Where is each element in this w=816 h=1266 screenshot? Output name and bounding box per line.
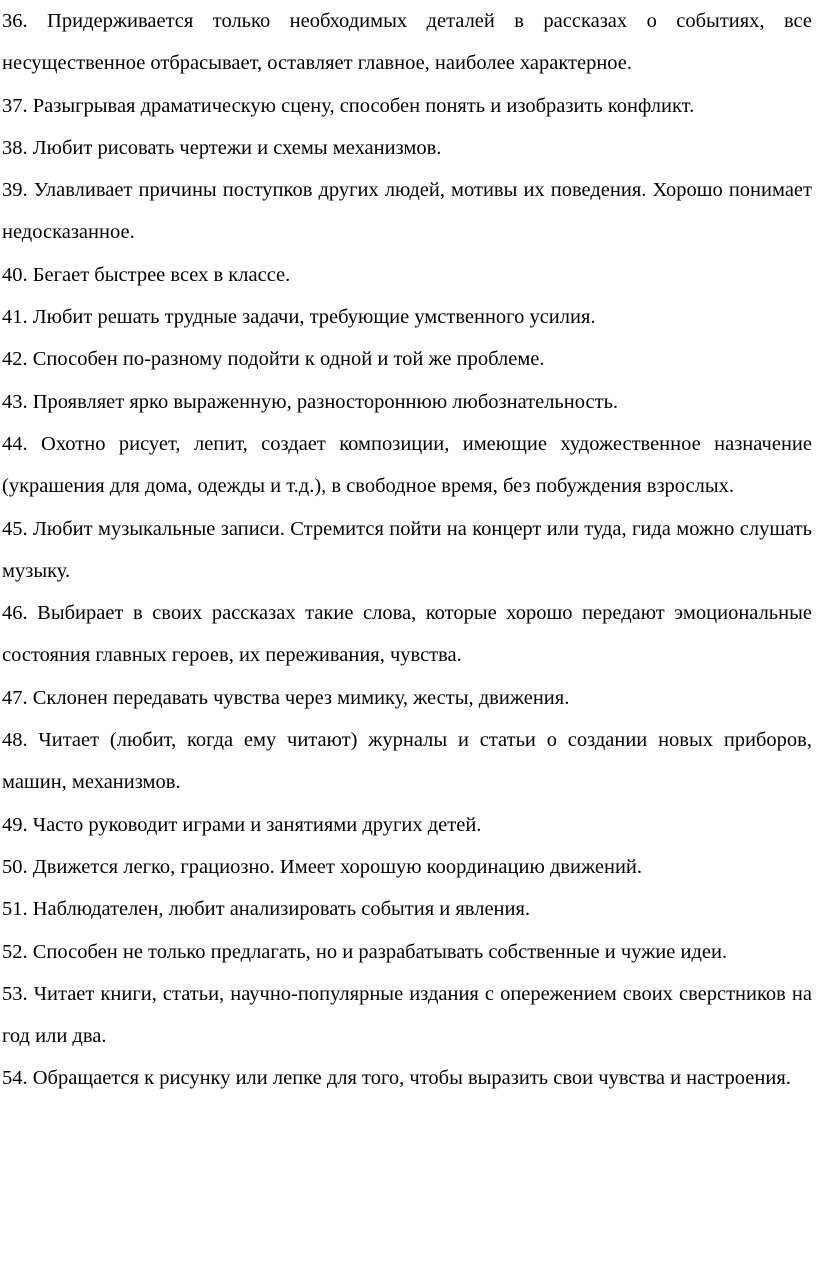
list-item-49: 49. Часто руководит играми и занятиями других детей.: [2, 813, 482, 836]
list-item-41: 41. Любит решать трудные задачи, требующие умственного усилия.: [2, 306, 596, 329]
list-item-47: 47. Склонен передавать чувства через мимику, жесты, движения.: [2, 686, 570, 709]
list-item-44: 44. Охотно рисует, лепит, создает композиции, имеющие художественное назначение (украшения для дома, одежды и т.д.), в свободное время, без побуждения взрослых.: [2, 432, 812, 498]
list-item-36: 36. Придерживается только необходимых деталей в рассказах о событиях, все несущественное отбрасывает, оставляет главное, наиболее характерное.: [2, 10, 812, 75]
list-item-40: 40. Бегает быстрее всех в классе.: [2, 263, 291, 286]
list-item-51: 51. Наблюдателен, любит анализировать события и явления.: [2, 898, 531, 921]
list-item-42: 42. Способен по-разному подойти к одной и той же проблеме.: [2, 348, 545, 371]
list-item-53: 53. Читает книги, статьи, научно-популярные издания с опережением своих сверстников на год или два.: [2, 982, 812, 1048]
list-item-52: 52. Способен не только предлагать, но и разрабатывать собственные и чужие идеи.: [2, 940, 728, 963]
list-item-50: 50. Движется легко, грациозно. Имеет хорошую координацию движений.: [2, 855, 643, 878]
list-item-37: 37. Разыгрывая драматическую сцену, способен понять и изобразить конфликт.: [2, 94, 695, 117]
list-item-46: 46. Выбирает в своих рассказах такие слова, которые хорошо передают эмоциональные состояния главных героев, их переживания, чувства.: [2, 602, 812, 667]
list-item-48: 48. Читает (любит, когда ему читают) журналы и статьи о создании новых приборов, машин, механизмов.: [2, 729, 812, 794]
list-item-39: 39. Улавливает причины поступков других людей, мотивы их поведения. Хорошо понимает недосказанное.: [2, 179, 812, 244]
list-item-54: 54. Обращается к рисунку или лепке для того, чтобы выразить свои чувства и настроения.: [2, 1067, 791, 1090]
list-item-38: 38. Любит рисовать чертежи и схемы механизмов.: [2, 136, 442, 159]
list-item-43: 43. Проявляет ярко выраженную, разностороннюю любознательность.: [2, 390, 619, 413]
list-item-45: 45. Любит музыкальные записи. Стремится пойти на концерт или туда, гида можно слушать музыку.: [2, 517, 812, 582]
